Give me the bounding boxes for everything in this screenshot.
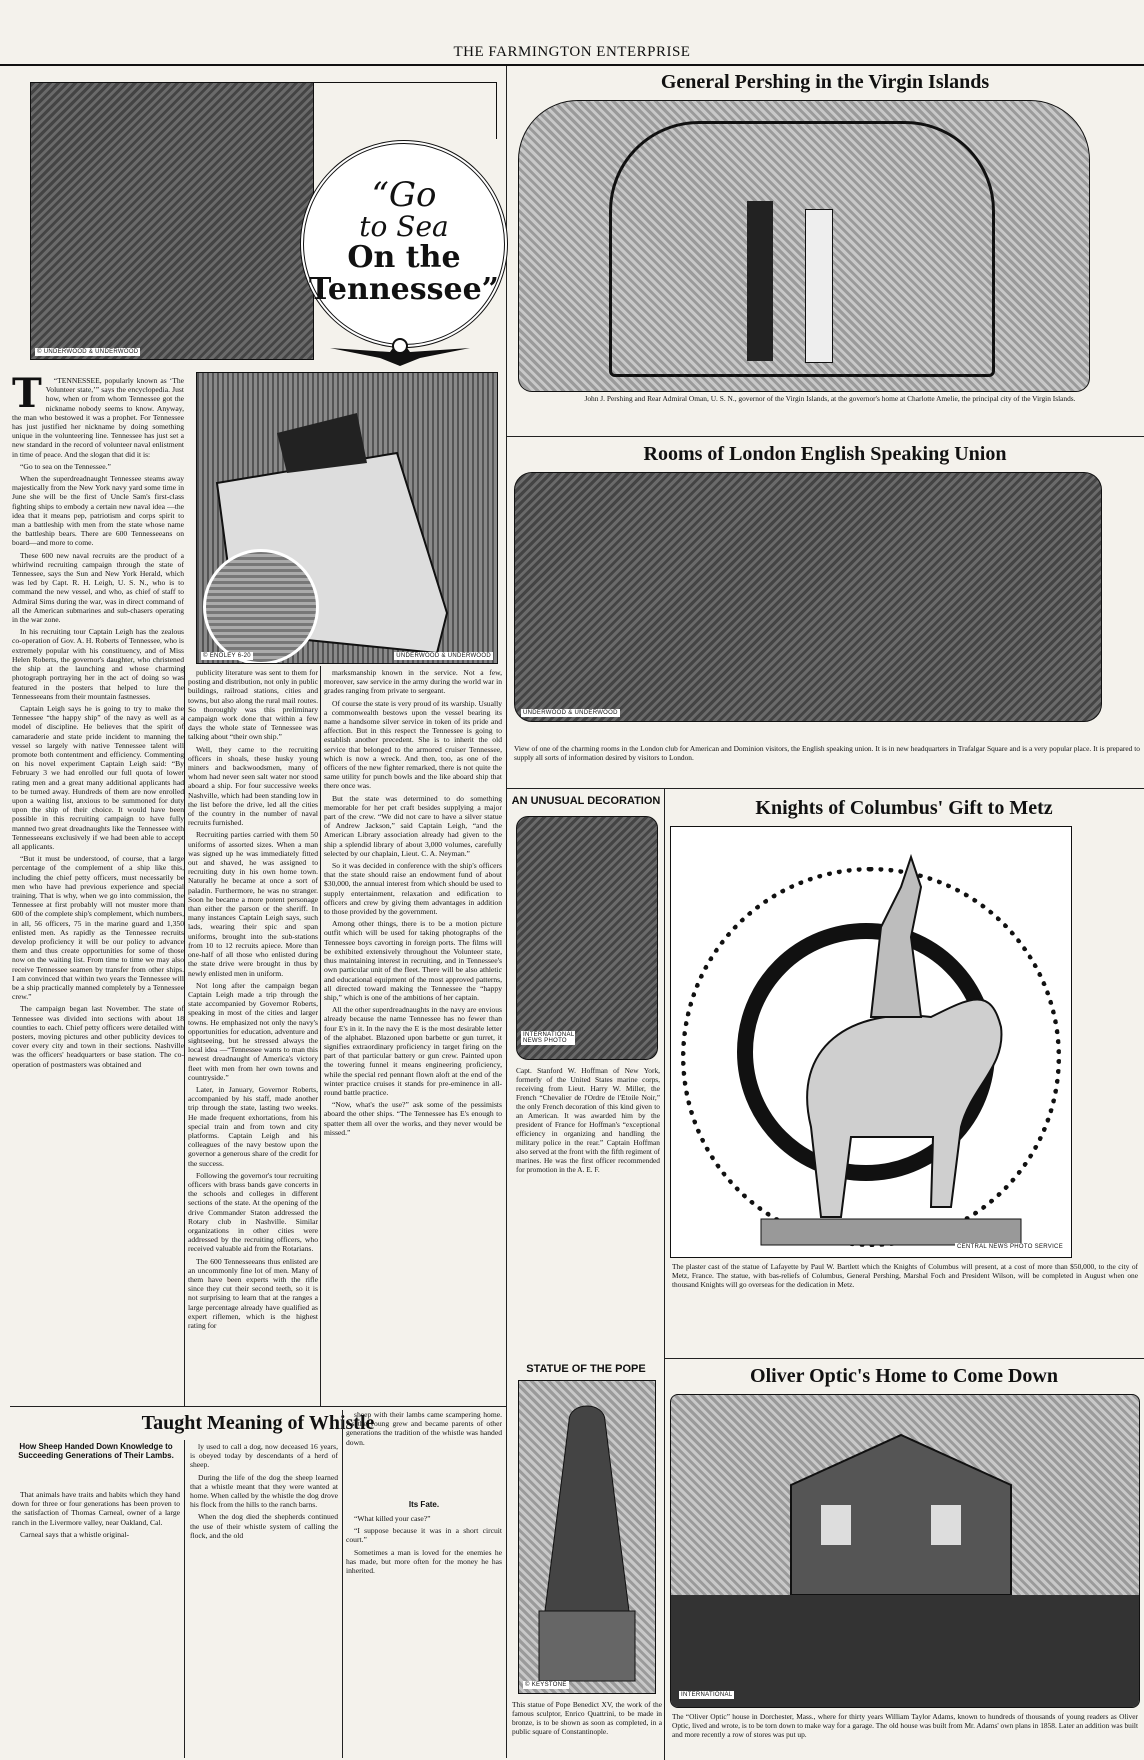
paragraph: “What killed your case?” bbox=[354, 1514, 431, 1523]
whistle-col3 bbox=[346, 1410, 502, 1490]
tennessee-article-col2 bbox=[188, 668, 318, 1404]
london-caption: View of one of the charming rooms in the London club for American and Dominion visitors, the English speaking union. It is in new headquarters in Trafalgar Square and is a very popular place. It is prepared to supply all sorts of information desired by visitors to London. bbox=[514, 744, 1140, 762]
photo-credit: CENTRAL NEWS PHOTO SERVICE bbox=[956, 1244, 1063, 1250]
section-rule bbox=[506, 436, 1144, 437]
decoration-photo bbox=[516, 816, 658, 1060]
paragraph: “But it must be understood, of course, that a large percentage of the complement of a ship like this, including the chief petty officers, must necessarily be men who have had previous experience and special training. That is why, when we go into commission, the Tennessee at first probably will not muster more than 600 of the complete ship's complement, which numbers, in all, 56 officers, 75 in the marine guard and 1,350 enlisted men. As rapidly as the Tennessee recruits develop proficiency it will be our policy to advance them and thus create opportunities for some of those now on the waiting list. From time to time we may also receive Tennessee seamen by transfer from other ships. I am convinced that within two years the Tennessee will be a ship practically manned completely by a Tennessee crew.” bbox=[12, 854, 184, 1002]
go-to-sea-badge bbox=[300, 140, 508, 348]
paragraph: These 600 new naval recruits are the product of a whirlwind recruiting campaign through the state of Tennessee, says the Sun and New York Herald, which was led by Capt. R. H. Leigh, U. S. N., who is to command the new vessel, and who, as chief of staff to Admiral Sims during the war, was in direct command of all the American submarines and sub-chasers operating in the war zone. bbox=[12, 550, 184, 625]
battleship-photo bbox=[196, 372, 498, 664]
paragraph: marksmanship known in the service. Not a few, moreover, saw service in the army during the world war in grades ranging from private to sergeant. bbox=[324, 668, 502, 696]
paragraph: The campaign began last November. The state of Tennessee was divided into sections with about 18 counties to each. Chief petty officers were detailed with posters, moving pictures and other publicity devices to cover every city and town in their sections. Nashville was the officers' headquarters or base station. The co-operation of postmasters was obtained and bbox=[12, 1004, 184, 1069]
paragraph: When the dog died the shepherds continued the use of their whistle system of calling the flock, and the old bbox=[190, 1512, 338, 1540]
whistle-headline: Taught Meaning of Whistle bbox=[141, 1412, 375, 1434]
photo-credit: INTERNATIONAL NEWS PHOTO bbox=[523, 1032, 575, 1044]
whistle-subhead: How Sheep Handed Down Knowledge to Succeeding Generations of Their Lambs. bbox=[18, 1442, 174, 1460]
photo-credit: © UNDERWOOD & UNDERWOOD bbox=[37, 349, 139, 355]
tennessee-article-col3 bbox=[324, 668, 502, 1404]
paragraph: Not long after the campaign began Captain Leigh made a trip through the state accompanied by Governor Roberts, speaking in most of the cities and larger towns. He emphasized not only the navy's opportunities for education, adventure and sightseeing, but he stressed always the local idea —“Tennessee wants to man this newest dreadnaught of America's victory fleet with men from her own towns and countryside.” bbox=[188, 980, 318, 1082]
fate-text bbox=[346, 1514, 502, 1758]
pershing-photo bbox=[518, 100, 1090, 392]
knights-headline: Knights of Columbus' Gift to Metz bbox=[755, 797, 1053, 819]
paragraph: In his recruiting tour Captain Leigh has the zealous co-operation of Gov. A. H. Roberts of Tennessee, who is extremely popular with his constituency, and of Miss Helen Roberts, the governor's daughter, who christened the ship at the launching and whose charming photograph portraying her in the act of doing so was featured in the posters that helped to lure the Tennesseeans from their mountain fastnesses. bbox=[12, 627, 184, 701]
section-rule bbox=[10, 1406, 506, 1407]
paragraph: But the state was determined to do something memorable for her pet craft besides supplying a major part of the crew. “We did not care to have a silver statue of Andrew Jackson,” said Captain Leigh, “and the American Library association already had given to the ship a splendid library of about 3,000 volumes, carefully selected by our chaplain, Lieut. C. A. Neyman.” bbox=[324, 793, 502, 858]
fate-subhead: Its Fate. bbox=[408, 1500, 440, 1509]
paragraph: “I suppose because it was in a short circuit court.” bbox=[346, 1526, 502, 1545]
column-rule bbox=[664, 788, 665, 1760]
paragraph: Of course the state is very proud of its warship. Usually a commonwealth bestows upon the vessel bearing its name a handsome silver service in token of its pride and affection. But in this respect the Tennessee is going to establish another precedent. She is to inherit the old service that belonged to the armored cruiser Tennessee, which is now a wreck. And then, too, as one of the officers of the new fighter remarked, there is not quite the same utility for punch bowls and the like aboard ship that there once was. bbox=[324, 698, 502, 791]
pope-caption: This statue of Pope Benedict XV, the work of the famous sculptor, Enrico Quattrini, to be made in bronze, is to be shown as soon as completed, in a public square of Constantinople. bbox=[512, 1700, 662, 1736]
tennessee-article-col1 bbox=[12, 376, 184, 1404]
column-rule bbox=[184, 1440, 185, 1758]
pope-statue-photo bbox=[518, 1380, 656, 1694]
photo-credit: INTERNATIONAL bbox=[681, 1692, 733, 1698]
paragraph: publicity literature was sent to them for posting and distribution, not only in public buildings, railroad stations, cities and towns, but also along the rural mail routes. So thoroughly was this preliminary campaign work done that within a few days the whole state of Tennessee was talking about “their own ship.” bbox=[188, 668, 318, 742]
badge-line: to Sea bbox=[359, 210, 449, 243]
badge-line: On the bbox=[347, 240, 461, 275]
lafayette-statue-panel bbox=[670, 826, 1072, 1258]
column-rule bbox=[184, 666, 185, 1406]
masthead-rule bbox=[0, 64, 1144, 66]
paragraph: Carneal says that a whistle original- bbox=[20, 1529, 130, 1539]
decoration-headline: AN UNUSUAL DECORATION bbox=[511, 795, 661, 807]
column-rule bbox=[342, 1410, 343, 1758]
paragraph: ly used to call a dog, now deceased 16 years, is obeyed today by descendants of a herd of sheep. bbox=[190, 1442, 338, 1470]
paragraph: That animals have traits and habits which they hand down for three or four generations has been proven to the satisfaction of Thomas Carneal, owner of a large ranch in the Livermore valley, near Oakland, Cal. bbox=[12, 1490, 180, 1527]
paragraph: When the superdreadnaught Tennessee steams away majestically from the New York navy yard some time in June she will be the first of Uncle Sam's first-class fighting ships to embody a certain new naval idea —the idea that it means pep, patriotism and corps spirit to man a battleship with men from the state whose name the battleship bears. There are 600 Tennesseeans on board—and more to come. bbox=[12, 474, 184, 548]
optic-headline: Oliver Optic's Home to Come Down bbox=[750, 1365, 1058, 1387]
decoration-caption: Capt. Stanford W. Hoffman of New York, formerly of the United States marine corps, receiving from Lieut. Harry W. Miller, the French “Chevalier de l'Ordre de l'Etoile Noir,” the only French decoration of this kind given to an American. It was awarded him by the president of France for Hoffman's “exceptional efficiency in organizing and handling the military police in the rear.” Captain Hoffman also served at the front with the fifth regiment of marines. He was the first officer recommended for promotion in the A. E. F. bbox=[516, 1066, 660, 1174]
inset-ship-photo bbox=[203, 549, 319, 664]
badge-line: “Go bbox=[371, 175, 437, 215]
badge-line: Tennessee” bbox=[309, 272, 499, 307]
paragraph: Later, in January, Governor Roberts, accompanied by his staff, made another trip through the state, lasting two weeks. He made frequent exhortations, from his special train and from town and city platforms. Captain Leigh and his colleagues of the navy bestow upon the governor a generous share of the credit for the success. bbox=[188, 1084, 318, 1168]
paragraph: During the life of the dog the sheep learned that a whistle meant that they were wanted at home. When called by the whistle the dog drove his flock from the hills to the ranch barns. bbox=[190, 1472, 338, 1510]
whistle-col1 bbox=[12, 1490, 180, 1756]
column-rule bbox=[320, 666, 321, 1406]
arch-frame bbox=[609, 121, 995, 377]
knights-caption: The plaster cast of the statue of Lafayette by Paul W. Bartlett which the Knights of Columbus will present, at a cost of more than $50,000, to the city of Metz, France. The statue, with bas-reliefs of Columbus, General Pershing, Marshal Foch and President Wilson, will be completed in August when one thousand Knights will go overseas for the dedication in Metz. bbox=[672, 1262, 1138, 1289]
figure-admiral bbox=[805, 209, 833, 363]
paragraph: “Now, what's the use?” ask some of the pessimists aboard the other ships. “The Tennessee has E's enough to spatter them all over the works, and they never would be missed.” bbox=[324, 1100, 502, 1137]
column-rule bbox=[506, 66, 507, 1758]
photo-credit: UNDERWOOD & UNDERWOOD bbox=[523, 710, 618, 716]
optic-house-photo bbox=[670, 1394, 1140, 1708]
section-rule bbox=[506, 788, 1144, 789]
section-rule bbox=[664, 1358, 1144, 1359]
eagle-emblem-icon bbox=[320, 330, 480, 370]
paragraph: Among other things, there is to be a motion picture outfit which will be used for taking photographs of the Tennessee boys cavorting in foreign ports. The films will be exhibited extensively throughout the Volunteer state, thus maintaining interest in recruiting, and in Tennessee's own particular unit of the fleet. There will be also athletic and educational equipment of the most approved patterns, all directed toward making the Tennessee the “happy ship,” which is one of the ambitions of her captain. bbox=[324, 919, 502, 1002]
pershing-caption: John J. Pershing and Rear Admiral Oman, U. S. N., governor of the Virgin Islands, at the governor's home at Charlotte Amelie, the principal city of the Virgin Islands. bbox=[584, 394, 1076, 403]
paragraph: Recruiting parties carried with them 50 uniforms of assorted sizes. When a man was signed up he was immediately fitted out and shaved, he was assigned to recruiting duty in his own home town. Naturally he became at once a sort of paladin. Furthermore, he was no stranger. Soon he became a more potent personage than either the parson or the sheriff. In many instances Captain Leigh says, such lads, wearing their spic and span uniforms, brought into the sub-stations from 10 to 12 recruits apiece. More than one-half of all those who enlisted during the state drive were brought in thus by newly enlisted men in uniform. bbox=[188, 830, 318, 978]
london-headline: Rooms of London English Speaking Union bbox=[643, 443, 1007, 465]
paragraph: Sometimes a man is loved for the enemies he has made, but more often for the money he has inherited. bbox=[346, 1547, 502, 1576]
statue-silhouette bbox=[671, 827, 1071, 1257]
optic-caption: The “Oliver Optic” house in Dorchester, Mass., where for thirty years William Taylor Adams, known to hundreds of thousands of young readers as Oliver Optic, lived and wrote, is to be torn down to make way for a garage. The old house was built from Mr. Adams' own plans in 1858. Later an addition was built and more recently a row of stores was put up. bbox=[672, 1712, 1138, 1739]
photo-credit: © ENOLEY 6-20 bbox=[203, 653, 251, 659]
sailors-photo bbox=[30, 82, 314, 360]
pope-headline: STATUE OF THE POPE bbox=[526, 1363, 646, 1375]
pershing-headline: General Pershing in the Virgin Islands bbox=[660, 71, 990, 93]
paragraph: All the other superdreadnaughts in the navy are envious already because the name Tennessee has no fewer than four E's in it. In the navy the E is the most desirable letter of the alphabet. Blazoned upon barbette or gun turret, it signifies extraordinary proficiency in target firing on the part of that particular battery or gun crew. Painted upon the towering funnel it means engineering proficiency, while the special red pennant flown aloft at the end of the winter practice cruises it stands for pre-eminence in all-round battle practice. bbox=[324, 1005, 502, 1097]
london-room-photo bbox=[514, 472, 1102, 722]
paragraph: Well, they came to the recruiting officers in shoals, these husky young miners and backwoodsmen, many of whom had never seen salt water nor stood aboard a ship. For four successive weeks Nashville, which had been standing low in the list before the drive, led all the cities of the country in the number of naval recruits furnished. bbox=[188, 744, 318, 828]
masthead: THE FARMINGTON ENTERPRISE bbox=[453, 44, 691, 60]
figure-pershing bbox=[747, 201, 773, 361]
photo-credit: © KEYSTONE bbox=[525, 1682, 567, 1688]
paragraph: sheep with their lambs came scampering home. As the young grew and became parents of other generations the tradition of the whistle was handed down. bbox=[346, 1410, 502, 1447]
paragraph: “Go to sea on the Tennessee.” bbox=[20, 461, 111, 471]
badge-frame bbox=[300, 82, 497, 139]
paragraph: “TENNESSEE, popularly known as ‘The Volunteer state,’” says the encyclopedia. Just how, when or from whom Tennessee got the nickname nobody seems to know. Anyway, the man who bestowed it was a prophet. For Tennessee has just justified her nickname by doing something unique in the volunteering line. Tennessee has just set a new standard in the record of volunteer naval enlistment in time of peace. And the slogan that did it is: bbox=[12, 376, 184, 459]
photo-credit: UNDERWOOD & UNDERWOOD bbox=[396, 653, 491, 659]
paragraph: Captain Leigh says he is going to try to make the Tennessee “the happy ship” of the navy as well as a model of discipline. He believes that the spirit of camaraderie and state pride incident to manning the vessel so largely with native Tennessee talent will promote both contentment and efficiency. Commenting on his novel experiment Captain Leigh said: “By February 3 we had enrolled our full quota of lower rating men and a great many additional applicants had to be turned away. Hundreds of them are now enrolled upon a waiting list, anxious to be summoned for duty upon the ship of their choice. It would have been possible in this recruiting campaign to have fully manned two great dreadnaughts like the Tennessee with Tennesseeans exclusively if we had been able to accept all applicants. bbox=[12, 703, 184, 851]
paragraph: Following the governor's tour recruiting officers with brass bands gave concerts in the schools and colleges in different sections of the state. At the opening of the drive Commander Staton addressed the Rotary club in Nashville. Similar organizations in other cities were addressed by the recruiting officers, who received valuable aid from the Rotarians. bbox=[188, 1170, 318, 1254]
drop-cap: T bbox=[12, 376, 42, 417]
paragraph: The 600 Tennesseeans thus enlisted are an uncommonly fine lot of men. Many of them have been experts with the rifle since they cut their second teeth, so it is not surprising to learn that at the ranges a large percentage already have qualified as expert riflemen, which is the highest rating for bbox=[188, 1256, 318, 1331]
paragraph: So it was decided in conference with the ship's officers that the state should raise an endowment fund of about $30,000, the annual interest from which should be used to supply entertainment, relaxation and edification to officers and crew by giving them advantages in addition to those provided by the government. bbox=[324, 861, 502, 917]
whistle-col2 bbox=[190, 1442, 338, 1756]
